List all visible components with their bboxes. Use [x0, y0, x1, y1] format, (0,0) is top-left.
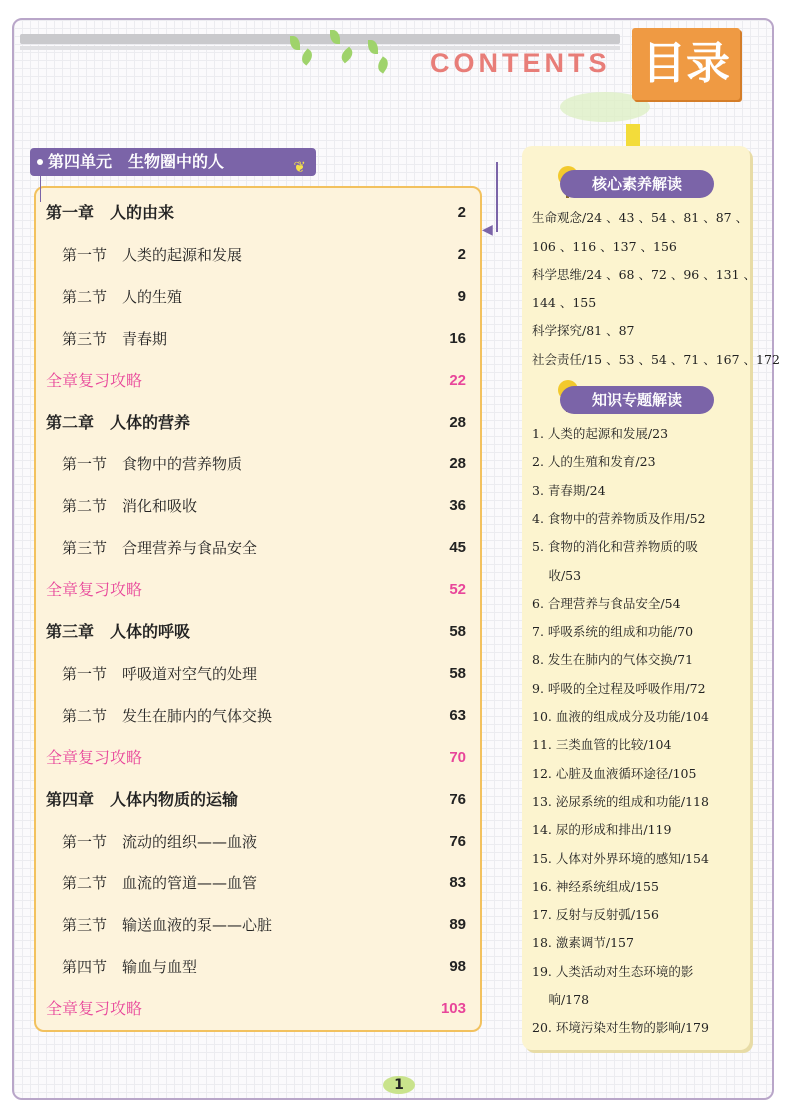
topic-line[interactable]: 3. 青春期/24: [532, 483, 606, 498]
toc-title: 第一节 食物中的营养物质: [62, 455, 243, 473]
topic-line[interactable]: 10. 血液的组成成分及功能/104: [532, 709, 709, 724]
toc-page-number: 76: [449, 791, 466, 808]
toc-page-number: 52: [449, 581, 466, 598]
topic-line[interactable]: 11. 三类血管的比较/104: [532, 737, 672, 752]
sprout-icon: ❦: [293, 158, 306, 176]
section-row[interactable]: [62, 285, 466, 309]
section-row[interactable]: [62, 494, 466, 518]
topic-line[interactable]: 13. 泌尿系统的组成和功能/118: [532, 794, 709, 809]
toc-title: 第三节 合理营养与食品安全: [62, 539, 258, 557]
toc-title: 第二节 消化和吸收: [62, 497, 198, 515]
chapter-row[interactable]: [46, 411, 466, 435]
toc-title: 第一章 人的由来: [46, 203, 175, 222]
contents-label: CONTENTS: [430, 48, 611, 78]
toc-title: 全章复习攻略: [46, 999, 143, 1018]
toc-title: 第一节 流动的组织——血液: [62, 833, 258, 851]
toc-page-number: 36: [449, 497, 466, 514]
toc-page-number: 98: [449, 958, 466, 975]
core-literacy-line: 106 、116 、137 、156: [532, 239, 677, 254]
topic-line[interactable]: 1. 人类的起源和发展/23: [532, 426, 669, 441]
chapter-row[interactable]: [46, 788, 466, 812]
toc-title: 第三节 青春期: [62, 330, 168, 348]
review-row[interactable]: [46, 746, 466, 770]
topic-line[interactable]: 16. 神经系统组成/155: [532, 879, 659, 894]
toc-page-number: 28: [449, 455, 466, 472]
toc-page-number: 89: [449, 916, 466, 933]
bullet-icon: [37, 159, 43, 165]
unit-title: [30, 148, 316, 176]
toc-box: [34, 186, 482, 1032]
bookmark-tab: [626, 124, 640, 148]
topics-title: 知识专题解读: [560, 386, 714, 414]
core-literacy-line: 科学探究/81 、87: [532, 323, 635, 338]
header-band: [20, 34, 620, 44]
section-row[interactable]: [62, 452, 466, 476]
topic-line[interactable]: 2. 人的生殖和发育/23: [532, 454, 656, 469]
topic-line[interactable]: 20. 环境污染对生物的影响/179: [532, 1020, 709, 1035]
toc-page-number: 2: [457, 204, 466, 221]
topic-line[interactable]: 4. 食物中的营养物质及作用/52: [532, 511, 706, 526]
core-literacy-line: 科学思维/24 、68 、72 、96 、131 、: [532, 267, 757, 282]
toc-page-number: 9: [457, 288, 466, 305]
topic-line[interactable]: 7. 呼吸系统的组成和功能/70: [532, 624, 694, 639]
toc-title: 第四节 输血与血型: [62, 958, 198, 976]
toc-page-number: 76: [449, 833, 466, 850]
toc-title: 第三节 输送血液的泵——心脏: [62, 916, 273, 934]
topic-line[interactable]: 9. 呼吸的全过程及呼吸作用/72: [532, 681, 706, 696]
core-literacy-line: 144 、155: [532, 295, 597, 310]
topic-line[interactable]: 响/178: [532, 992, 590, 1007]
toc-title: 全章复习攻略: [46, 371, 143, 390]
section-row[interactable]: [62, 536, 466, 560]
topic-line[interactable]: 收/53: [532, 568, 582, 583]
topic-line[interactable]: 17. 反射与反射弧/156: [532, 907, 659, 922]
toc-title: 第三章 人体的呼吸: [46, 622, 191, 641]
review-row[interactable]: [46, 997, 466, 1021]
toc-title: 第一节 人类的起源和发展: [62, 246, 243, 264]
toc-page-number: 22: [449, 372, 466, 389]
toc-title: 第一节 呼吸道对空气的处理: [62, 665, 258, 683]
toc-title: 第二节 血流的管道——血管: [62, 874, 258, 892]
toc-page-number: 45: [449, 539, 466, 556]
toc-page-number: 70: [449, 749, 466, 766]
section-row[interactable]: [62, 662, 466, 686]
toc-page-number: 28: [449, 414, 466, 431]
toc-page-number: 16: [449, 330, 466, 347]
topic-line[interactable]: 19. 人类活动对生态环境的影: [532, 964, 694, 979]
toc-title: 全章复习攻略: [46, 580, 143, 599]
toc-page-number: 83: [449, 874, 466, 891]
topic-line[interactable]: 15. 人体对外界环境的感知/154: [532, 851, 709, 866]
toc-title: 全章复习攻略: [46, 748, 143, 767]
toc-page-number: 63: [449, 707, 466, 724]
review-row[interactable]: [46, 369, 466, 393]
review-row[interactable]: [46, 578, 466, 602]
arrow-left-icon: ◀: [482, 222, 493, 238]
chapter-row[interactable]: [46, 201, 466, 225]
toc-page-number: 103: [440, 1000, 466, 1017]
toc-title: 第二节 人的生殖: [62, 288, 183, 306]
topic-line[interactable]: 8. 发生在肺内的气体交换/71: [532, 652, 694, 667]
toc-title: 第二节 发生在肺内的气体交换: [62, 707, 273, 725]
section-row[interactable]: [62, 830, 466, 854]
toc-title: 第二章 人体的营养: [46, 413, 191, 432]
section-row[interactable]: [62, 243, 466, 267]
section-row[interactable]: [62, 955, 466, 979]
core-literacy-title: 核心素养解读: [560, 170, 714, 198]
toc-page-number: 2: [457, 246, 466, 263]
section-row[interactable]: [62, 327, 466, 351]
chapter-row[interactable]: [46, 620, 466, 644]
core-literacy-line: 社会责任/15 、53 、54 、71 、167 、172: [532, 352, 780, 367]
page-number: 1: [383, 1076, 415, 1094]
unit-title-text: 第四单元 生物圈中的人: [48, 152, 225, 171]
topic-line[interactable]: 18. 激素调节/157: [532, 935, 634, 950]
link-connector-line: [496, 162, 498, 232]
topic-line[interactable]: 12. 心脏及血液循环途径/105: [532, 766, 697, 781]
topic-line[interactable]: 14. 尿的形成和排出/119: [532, 822, 672, 837]
core-literacy-line: 生命观念/24 、43 、54 、81 、87 、: [532, 210, 749, 225]
toc-page-number: 58: [449, 665, 466, 682]
topic-line[interactable]: 5. 食物的消化和营养物质的吸: [532, 539, 698, 554]
section-row[interactable]: [62, 913, 466, 937]
unit-connector-line: [40, 176, 41, 202]
section-row[interactable]: [62, 871, 466, 895]
topic-line[interactable]: 6. 合理营养与食品安全/54: [532, 596, 681, 611]
toc-page-number: 58: [449, 623, 466, 640]
toc-title: 第四章 人体内物质的运输: [46, 790, 239, 809]
section-row[interactable]: [62, 704, 466, 728]
mulu-label: 目录: [632, 28, 740, 100]
